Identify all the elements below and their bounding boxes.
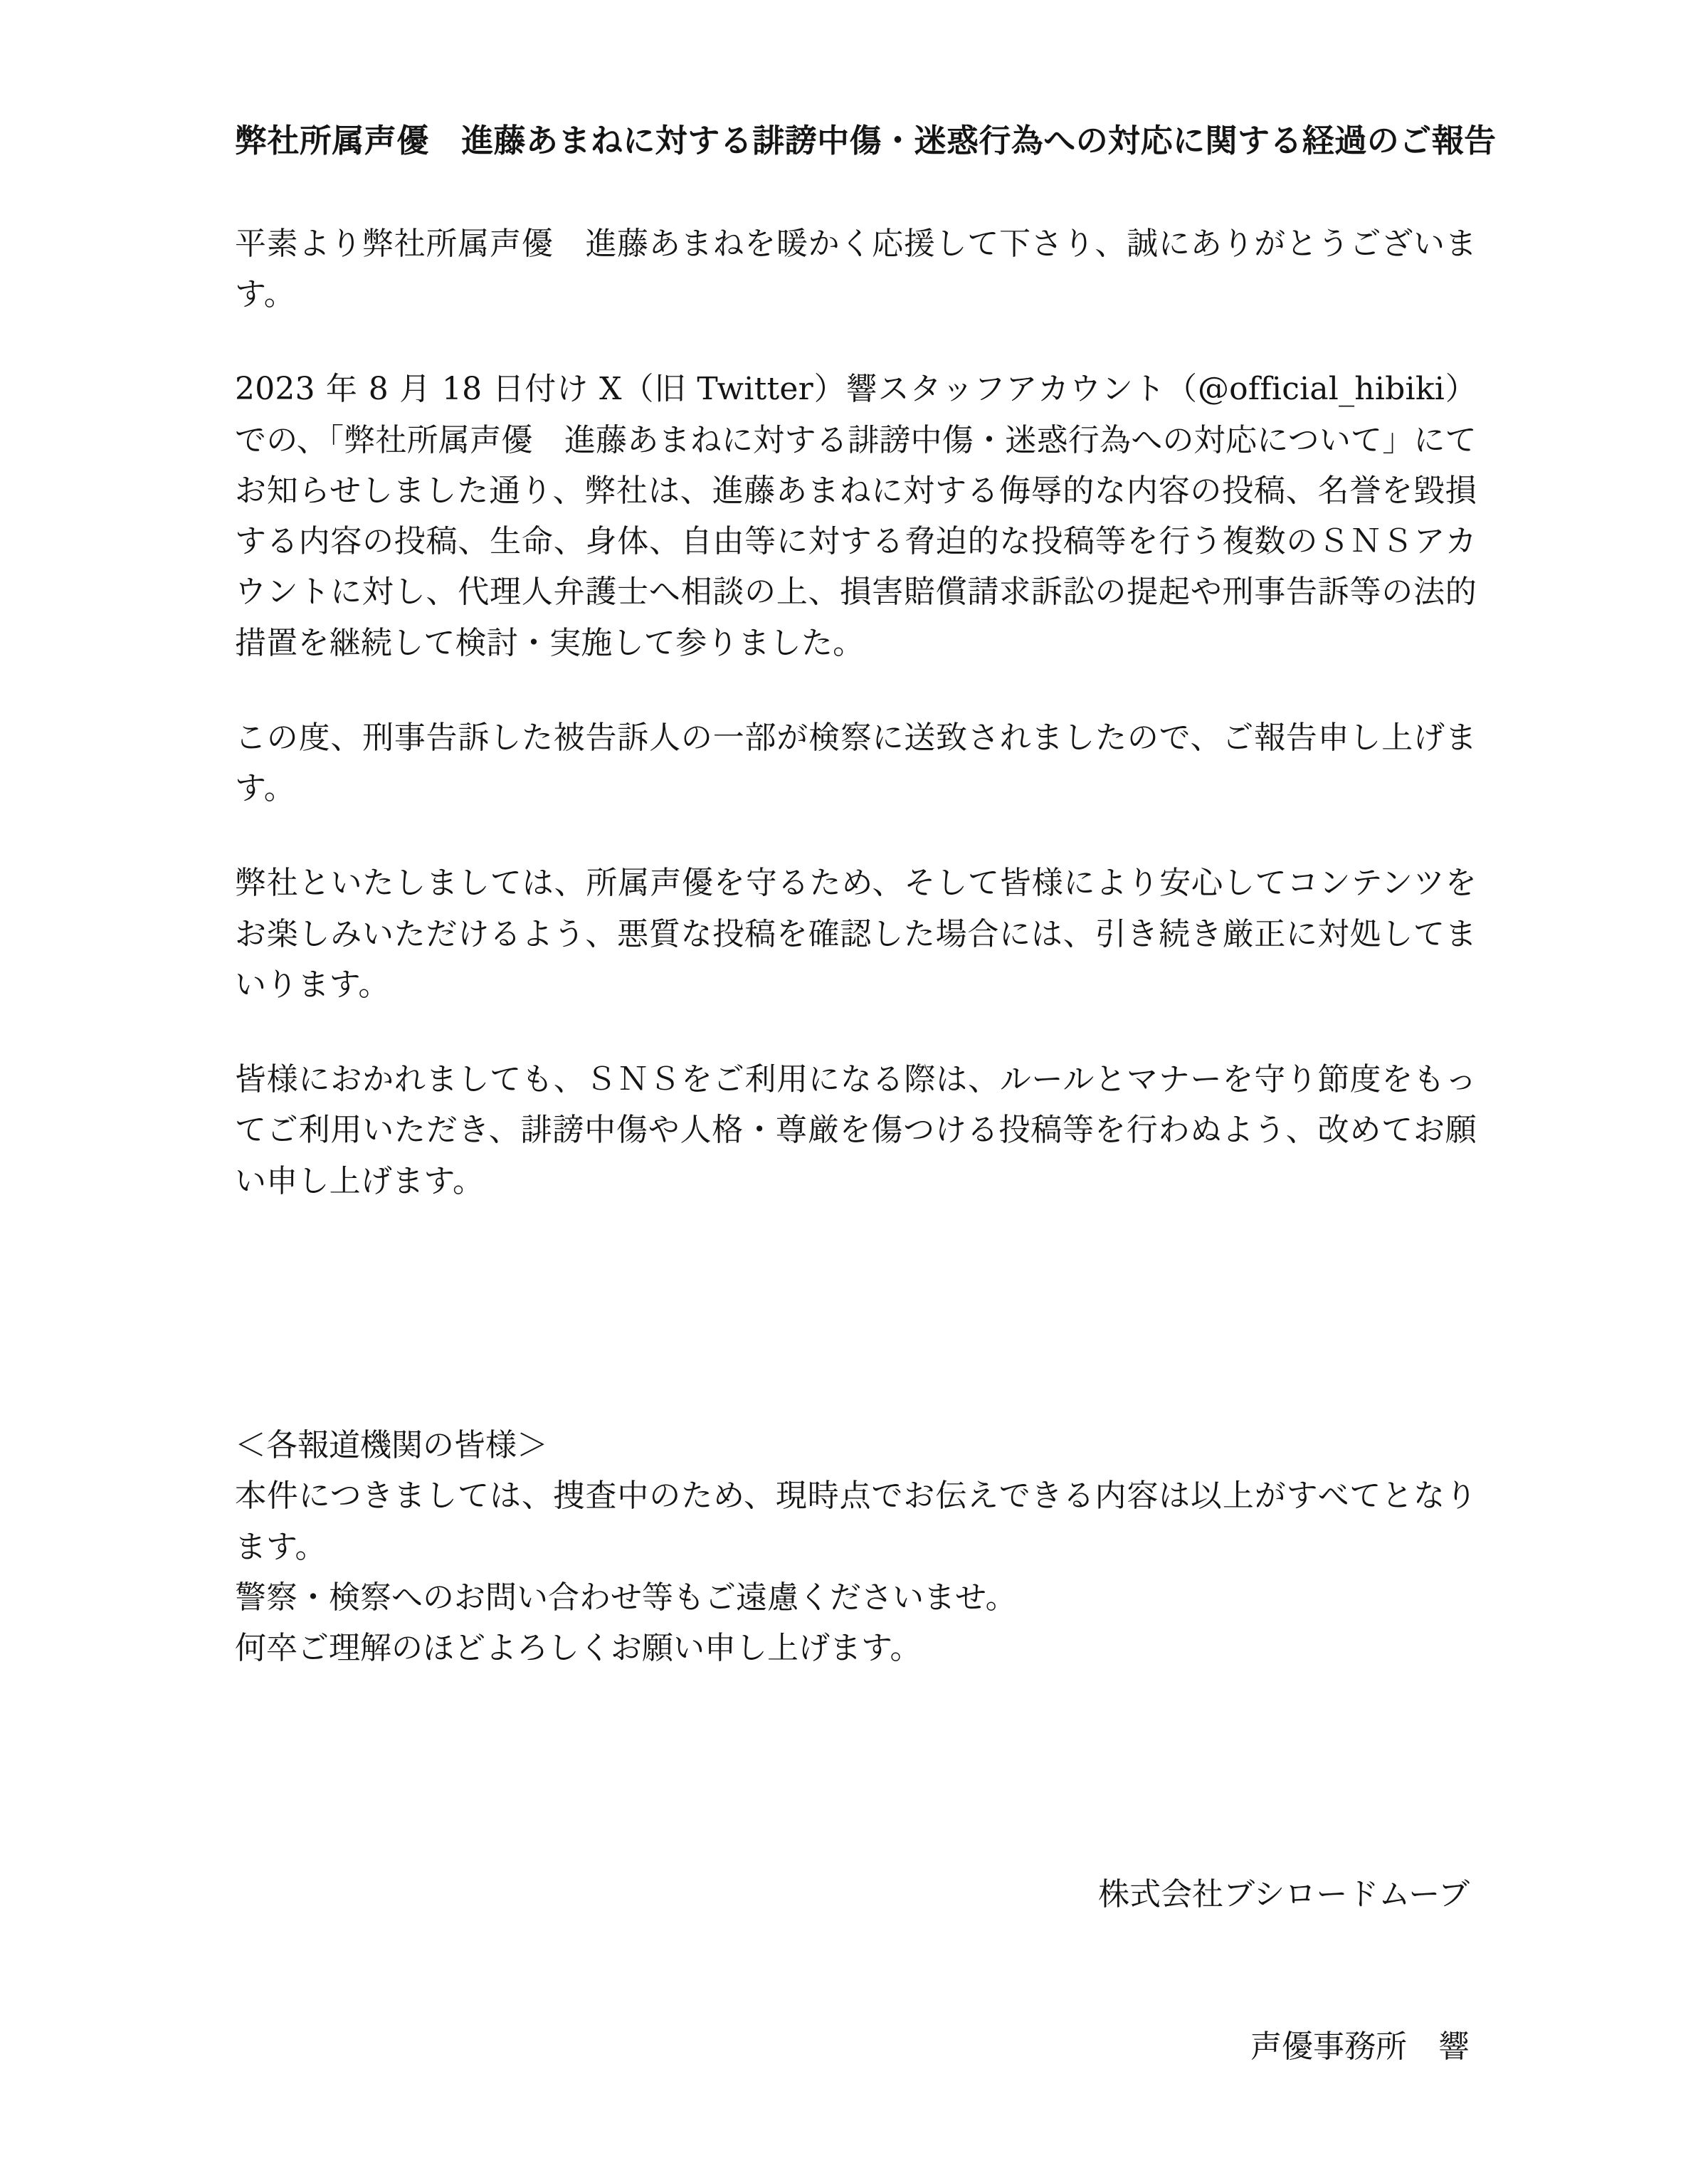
signature-division: 声優事務所 響 <box>1250 2028 1470 2065</box>
press-notice-block <box>235 1420 1477 1673</box>
page-title: 弊社所属声優 進藤あまねに対する誹謗中傷・迷惑行為への対応に関する経過のご報告 <box>235 122 1497 159</box>
section-spacer <box>235 1206 1477 1420</box>
paragraph-spacer <box>235 814 1477 858</box>
press-notice-line-3: 何卒ご理解のほどよろしくお願い申し上げます。 <box>235 1630 922 1667</box>
paragraph-greeting: 平素より弊社所属声優 進藤あまねを暖かく応援して下さり、誠にありがとうございます。 <box>235 225 1477 313</box>
signature-company: 株式会社ブシロードムーブ <box>1098 1875 1470 1912</box>
press-notice-heading: ＜各報道機関の皆様＞ <box>235 1427 548 1463</box>
paragraph-request: 皆様におかれましても、ＳＮＳをご利用になる際は、ルールとマナーを守り節度をもってご利用いただき、誹謗中傷や人格・尊厳を傷つける投稿等を行わぬよう、改めてお願い申し上げます。 <box>235 1061 1477 1199</box>
signature-block <box>235 1767 1477 2173</box>
press-notice-line-2: 警察・検察へのお問い合わせ等もご遠慮くださいませ。 <box>235 1579 1017 1616</box>
document-body <box>235 0 1497 2173</box>
press-notice-line-1: 本件につきましては、捜査中のため、現時点でお伝えできる内容は以上がすべてとなります。 <box>235 1478 1477 1565</box>
paragraph-report: この度、刑事告訴した被告訴人の一部が検察に送致されましたので、ご報告申し上げます。 <box>235 719 1477 807</box>
paragraph-spacer <box>235 320 1477 364</box>
paragraph-background: 2023 年 8 月 18 日付け X（旧 Twitter）響スタッフアカウント（@official_hibiki）での、「弊社所属声優 進藤あまねに対する誹謗中傷・迷惑行為への対応について」にてお知らせしました通り、弊社は、進藤あまねに対する侮辱的な内容の投稿、名誉を毀損する内容の投稿、生命、身体、自由等に対する脅迫的な投稿等を行う複数のＳＮＳアカウントに対し、代理人弁護士へ相談の上、損害賠償請求訴訟の提起や刑事告訴等の法的措置を継続して検討・実施して参りました。 <box>235 371 1477 661</box>
paragraph-spacer <box>235 1010 1477 1054</box>
paragraph-policy: 弊社といたしましては、所属声優を守るため、そして皆様により安心してコンテンツをお楽しみいただけるよう、悪質な投稿を確認した場合には、引き続き厳正に対処してまいります。 <box>235 865 1477 1003</box>
paragraph-spacer <box>235 668 1477 712</box>
